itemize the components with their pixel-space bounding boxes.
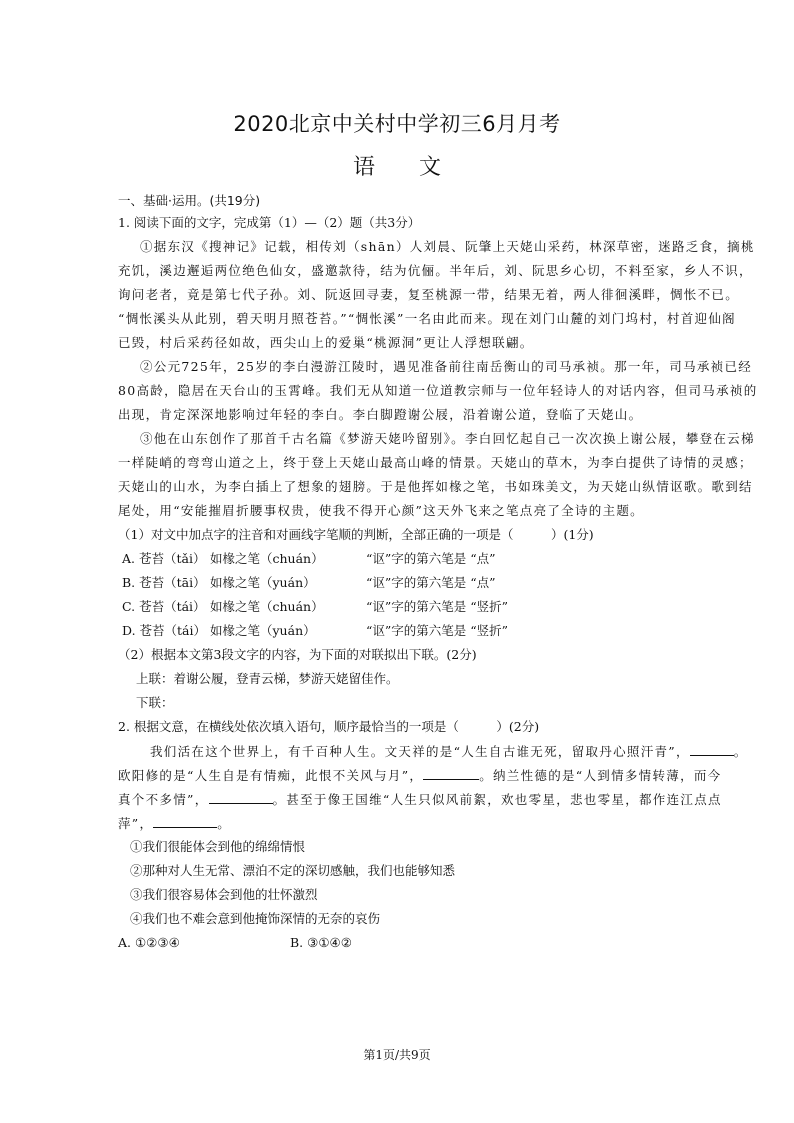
paragraph-3-line: 尾处，用“安能摧眉折腰事权贵，使我不得开心颜”这天外飞来之笔点亮了全诗的主题。 <box>118 503 644 518</box>
paragraph-1-line: 充饥，溪边邂逅两位绝色仙女，盛邀款待，结为伉俪。半年后，刘、阮思乡心切，不料至家，乡人不识， <box>118 263 753 278</box>
answer-blank-4[interactable] <box>153 815 217 828</box>
choice-item: ④我们也不难会意到他掩饰深情的无奈的哀伤 <box>130 911 381 926</box>
paragraph-2-line: 80高龄，隐居在天台山的玉霄峰。我们无从知道一位道教宗师与一位年轻诗人的对话内容，但司马承祯的 <box>118 383 758 398</box>
option-d-pinyin: D. 苍苔（tái） <box>122 623 206 638</box>
answer-blank-1[interactable] <box>690 743 734 756</box>
passage-text: 欧阳修的是“人生自是有情痴，此恨不关风与月”， <box>118 768 424 783</box>
choice-item: ①我们很能体会到他的绵绵情恨 <box>130 839 306 854</box>
paragraph-1-line: ①据东汉《搜神记》记载，相传刘（shān）人刘晨、阮肇上天姥山采药，林深草密，迷路乏食，摘桃 <box>140 239 755 254</box>
passage-text: 。 <box>733 744 748 759</box>
paragraph-3-line: 天姥山的山水，为李白插上了想象的翅膀。于是他挥如椽之笔，书如珠美文，为天姥山纵情讴歌。歌到结 <box>118 479 753 494</box>
question-2-stem: 2. 根据文意，在横线处依次填入语句，顺序最恰当的一项是（ ）(2分) <box>118 719 540 734</box>
question-2-passage-line <box>118 791 722 808</box>
option-b-chuan: 如椽之笔（yuán） <box>210 575 316 590</box>
sub-question-2: （2）根据本文第3段文字的内容，为下面的对联拟出下联。(2分) <box>118 647 477 662</box>
passage-text: 。 <box>217 816 232 831</box>
couplet-lower-label[interactable]: 下联： <box>136 695 174 710</box>
option-b[interactable]: B. ③①④② <box>290 935 352 950</box>
choice-item: ②那种对人生无常、漂泊不定的深切感触，我们也能够知悉 <box>130 863 456 878</box>
option-a-stroke: “讴”字的第六笔是 “点” <box>366 551 496 566</box>
paragraph-1-line: 询问老者，竟是第七代子孙。刘、阮返回寻妻，复至桃源一带，结果无着，两人徘徊溪畔，惆怅不已。 <box>118 287 740 302</box>
passage-text: 萍”， <box>118 816 154 831</box>
page-number: 第1页/共9页 <box>363 1048 431 1062</box>
passage-text: 我们活在这个世界上，有千百种人生。文天祥的是“人生自古谁无死，留取丹心照汗青”， <box>150 744 690 759</box>
question-1-stem: 1. 阅读下面的文字，完成第（1）—（2）题（共3分） <box>118 215 421 230</box>
exam-title: 2020北京中关村中学初三6月月考 <box>233 112 561 136</box>
option-b-pinyin: B. 苍苔（tāi） <box>122 575 206 590</box>
paragraph-3-line: 一样陡峭的弯弯山道之上，终于登上天姥山最高山峰的情景。天姥山的草木，为李白提供了诗情的灵感； <box>118 455 753 470</box>
paragraph-3-line: ③他在山东创作了那首千古名篇《梦游天姥吟留别》。李白回忆起自己一次次换上谢公屐，攀登在云梯 <box>140 431 755 446</box>
sub-question-1: （1）对文中加点字的注音和对画线字笔顺的判断，全部正确的一项是（ ）(1分) <box>118 527 594 542</box>
answer-blank-3[interactable] <box>209 791 273 804</box>
question-2-passage-line <box>150 743 748 760</box>
option-a-chuan: 如椽之笔（chuán） <box>210 551 324 566</box>
paragraph-2-line: 出现，肯定深深地影响过年轻的李白。李白脚蹬谢公屐，沿着谢公道，登临了天姥山。 <box>118 407 643 422</box>
paragraph-2-line: ②公元725年，25岁的李白漫游江陵时，遇见准备前往南岳衡山的司马承祯。那一年，司马承祯已经 <box>140 359 753 374</box>
option-c-chuan: 如椽之笔（chuán） <box>210 599 324 614</box>
option-a[interactable]: A. ①②③④ <box>118 935 180 950</box>
passage-text: 。纳兰性德的是“人到情多情转薄，而今 <box>479 768 722 783</box>
option-d-chuan: 如椽之笔（yuán） <box>210 623 316 638</box>
paragraph-1-line: “惆怅溪头从此别，碧天明月照苍苔。”“惆怅溪”一名由此而来。现在刘门山麓的刘门坞村，村首迎仙阁 <box>118 311 736 326</box>
question-2-passage-line <box>118 815 231 832</box>
passage-text: 。甚至于像王国维“人生只似风前絮，欢也零星，悲也零星，都作连江点点 <box>272 792 722 807</box>
passage-text: 真个不多情”， <box>118 792 209 807</box>
section-heading: 一、基础·运用。(共19分) <box>118 193 261 208</box>
choice-item: ③我们很容易体会到他的壮怀激烈 <box>130 887 318 902</box>
option-a-pinyin: A. 苍苔（tǎi） <box>122 551 206 566</box>
option-b-stroke: “讴”字的第六笔是 “点” <box>366 575 496 590</box>
option-c-pinyin: C. 苍苔（tái） <box>122 599 206 614</box>
couplet-upper: 上联：着谢公履，登青云梯，梦游天姥留佳作。 <box>136 671 399 686</box>
paragraph-1-line: 已毁，村后采药径如故，西尖山上的爱巢“桃源洞”更让人浮想联翩。 <box>118 335 534 350</box>
answer-blank-2[interactable] <box>423 767 479 780</box>
option-c-stroke: “讴”字的第六笔是 “竖折” <box>366 599 509 614</box>
subject-title: 语文 <box>352 155 485 180</box>
option-d-stroke: “讴”字的第六笔是 “竖折” <box>366 623 509 638</box>
question-2-passage-line <box>118 767 721 784</box>
